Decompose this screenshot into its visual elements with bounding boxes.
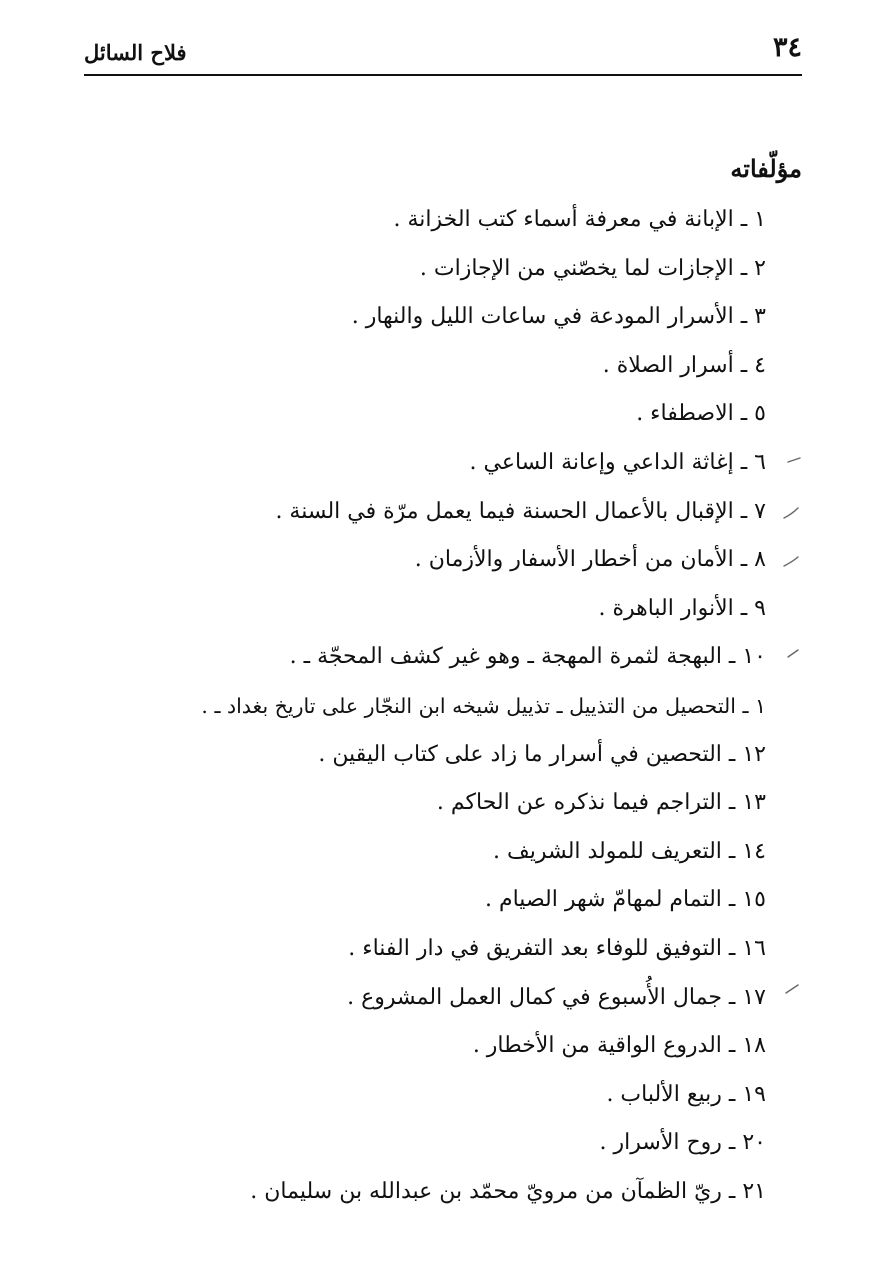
list-item: ٥ ـ الاصطفاء . <box>636 401 766 427</box>
list-item: ١٤ ـ التعريف للمولد الشريف . <box>493 838 766 864</box>
list-item: ٨ ـ الأمان من أخطار الأسفار والأزمان . <box>414 547 766 573</box>
list-item: ٩ ـ الأنوار الباهرة . <box>598 595 766 621</box>
pencil-tick-mark <box>786 985 798 993</box>
list-item: ٤ ـ أسرار الصلاة . <box>602 352 766 378</box>
works-list <box>66 196 766 1216</box>
list-item: ٢٠ ـ روح الأسرار . <box>599 1130 766 1156</box>
pencil-tick-mark <box>788 458 800 462</box>
page-number: ٣٤ <box>772 32 802 63</box>
pencil-tick-mark <box>784 557 798 566</box>
list-item: ١٢ ـ التحصين في أسرار ما زاد على كتاب اليقين . <box>318 741 766 767</box>
list-item: ١٧ ـ جمال الأُسبوع في كمال العمل المشروع . <box>347 984 766 1010</box>
list-item: ٢ ـ الإجازات لما يخصّني من الإجازات . <box>419 255 766 281</box>
list-item: ١ ـ الإبانة في معرفة أسماء كتب الخزانة . <box>393 207 766 232</box>
page-header <box>84 30 802 72</box>
running-title: فلاح السائل <box>84 40 187 65</box>
section-heading: مؤلّفاته <box>730 154 802 183</box>
list-item: ١٥ ـ التمام لمهامّ شهر الصيام . <box>485 887 766 913</box>
list-item: ١٨ ـ الدروع الواقية من الأخطار . <box>472 1033 766 1059</box>
list-item: ١٣ ـ التراجم فيما نذكره عن الحاكم . <box>436 790 766 816</box>
list-item: ٦ ـ إغاثة الداعي وإعانة الساعي . <box>469 449 766 475</box>
list-item: ٧ ـ الإقبال بالأعمال الحسنة فيما يعمل مرّة في السنة . <box>275 498 766 524</box>
header-rule <box>84 74 802 76</box>
list-item: ٢١ ـ ريّ الظمآن من مرويّ محمّد بن عبدالله بن سليمان . <box>250 1178 766 1204</box>
pencil-tick-mark <box>788 650 798 657</box>
list-item: ١٩ ـ ربيع الألباب . <box>606 1081 766 1107</box>
list-item: ١٠ ـ البهجة لثمرة المهجة ـ وهو غير كشف المحجّة ـ . <box>289 644 766 670</box>
list-item: ١٦ ـ التوفيق للوفاء بعد التفريق في دار الفناء . <box>348 935 766 961</box>
list-item: ٣ ـ الأسرار المودعة في ساعات الليل والنهار . <box>351 304 766 330</box>
list-item: ١ ـ التحصيل من التذييل ـ تذييل شيخه ابن النجّار على تاريخ بغداد ـ . <box>201 693 766 718</box>
pencil-tick-mark <box>784 508 798 518</box>
